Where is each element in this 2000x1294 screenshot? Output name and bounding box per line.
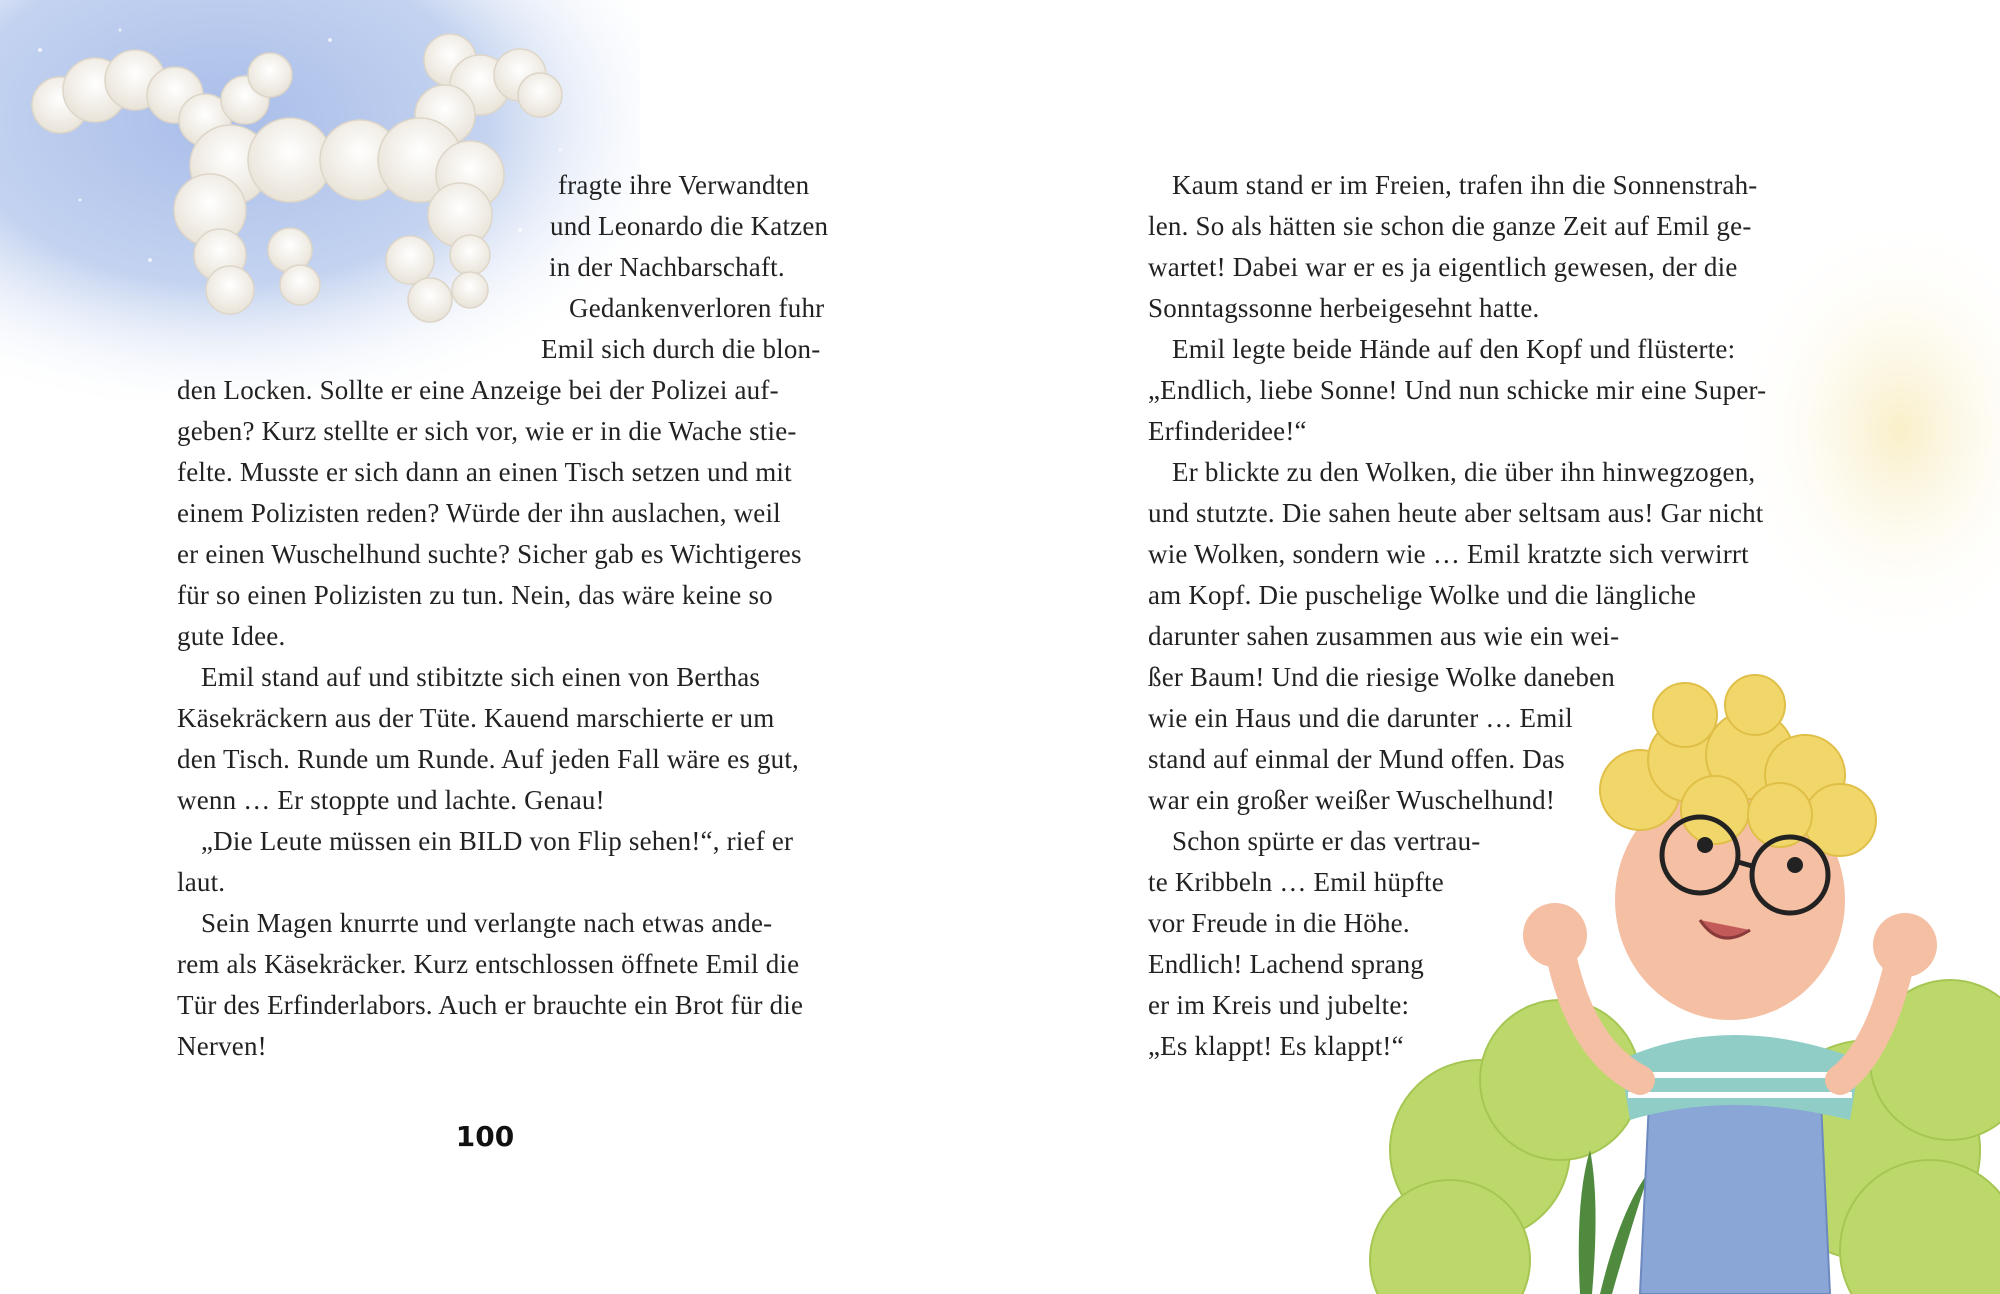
text-line: den Locken. Sollte er eine Anzeige bei der Polizei auf-: [177, 375, 779, 405]
text-line: wartet! Dabei war er es ja eigentlich gewesen, der die: [1148, 252, 1738, 282]
text-line: Schon spürte er das vertrau-: [1172, 826, 1481, 856]
text-line: Emil sich durch die blon-: [541, 334, 821, 364]
text-line: Erfinderidee!“: [1148, 416, 1307, 446]
text-line: in der Nachbarschaft.: [549, 252, 785, 282]
text-line: geben? Kurz stellte er sich vor, wie er in die Wache stie-: [177, 416, 797, 446]
text-line: und stutzte. Die sahen heute aber seltsam aus! Gar nicht: [1148, 498, 1764, 528]
text-line: len. So als hätten sie schon die ganze Zeit auf Emil ge-: [1148, 211, 1752, 241]
text-line: Gedankenverloren fuhr: [569, 293, 825, 323]
text-line: felte. Musste er sich dann an einen Tisch setzen und mit: [177, 457, 792, 487]
text-line: darunter sahen zusammen aus wie ein wei-: [1148, 621, 1620, 651]
text-line: Tür des Erfinderlabors. Auch er brauchte ein Brot für die: [177, 990, 804, 1020]
text-line: „Es klappt! Es klappt!“: [1148, 1031, 1404, 1061]
text-line: Emil stand auf und stibitzte sich einen von Berthas: [201, 662, 761, 692]
text-line: Er blickte zu den Wolken, die über ihn hinwegzogen,: [1172, 457, 1756, 487]
text-line: Emil legte beide Hände auf den Kopf und flüsterte:: [1172, 334, 1736, 364]
text-line: wie Wolken, sondern wie … Emil kratzte sich verwirrt: [1148, 539, 1749, 569]
text-line: den Tisch. Runde um Runde. Auf jeden Fall wäre es gut,: [177, 744, 799, 774]
text-line: einem Polizisten reden? Würde der ihn auslachen, weil: [177, 498, 781, 528]
text-line: „Endlich, liebe Sonne! Und nun schicke mir eine Super-: [1148, 375, 1767, 405]
text-line: laut.: [177, 867, 226, 897]
text-line: vor Freude in die Höhe.: [1148, 908, 1410, 938]
text-line: Sein Magen knurrte und verlangte nach etwas ande-: [201, 908, 773, 938]
text-line: ßer Baum! Und die riesige Wolke daneben: [1148, 662, 1615, 692]
page-number: 100: [455, 1120, 515, 1153]
text-line: fragte ihre Verwandten: [558, 170, 810, 200]
text-line: er einen Wuschelhund suchte? Sicher gab es Wichtigeres: [177, 539, 802, 569]
text-line: gute Idee.: [177, 621, 286, 651]
text-line: Nerven!: [177, 1031, 267, 1061]
text-line: stand auf einmal der Mund offen. Das: [1148, 744, 1565, 774]
text-line: für so einen Polizisten zu tun. Nein, das wäre keine so: [177, 580, 773, 610]
text-line: am Kopf. Die puschelige Wolke und die längliche: [1148, 580, 1697, 610]
text-line: „Die Leute müssen ein BILD von Flip sehen!“, rief er: [201, 826, 794, 856]
text-line: war ein großer weißer Wuschelhund!: [1148, 785, 1556, 815]
text-line: te Kribbeln … Emil hüpfte: [1148, 867, 1444, 897]
text-line: rem als Käsekräcker. Kurz entschlossen öffnete Emil die: [177, 949, 800, 979]
text-line: Käsekräckern aus der Tüte. Kauend marschierte er um: [177, 703, 775, 733]
text-line: wie ein Haus und die darunter … Emil: [1148, 703, 1573, 733]
text-line: und Leonardo die Katzen: [550, 211, 829, 241]
text-line: wenn … Er stoppte und lachte. Genau!: [177, 785, 605, 815]
text-line: Sonntagssonne herbeigesehnt hatte.: [1148, 293, 1540, 323]
text-line: Endlich! Lachend sprang: [1148, 949, 1424, 979]
text-line: er im Kreis und jubelte:: [1148, 990, 1410, 1020]
text-line: Kaum stand er im Freien, trafen ihn die Sonnenstrah-: [1172, 170, 1758, 200]
